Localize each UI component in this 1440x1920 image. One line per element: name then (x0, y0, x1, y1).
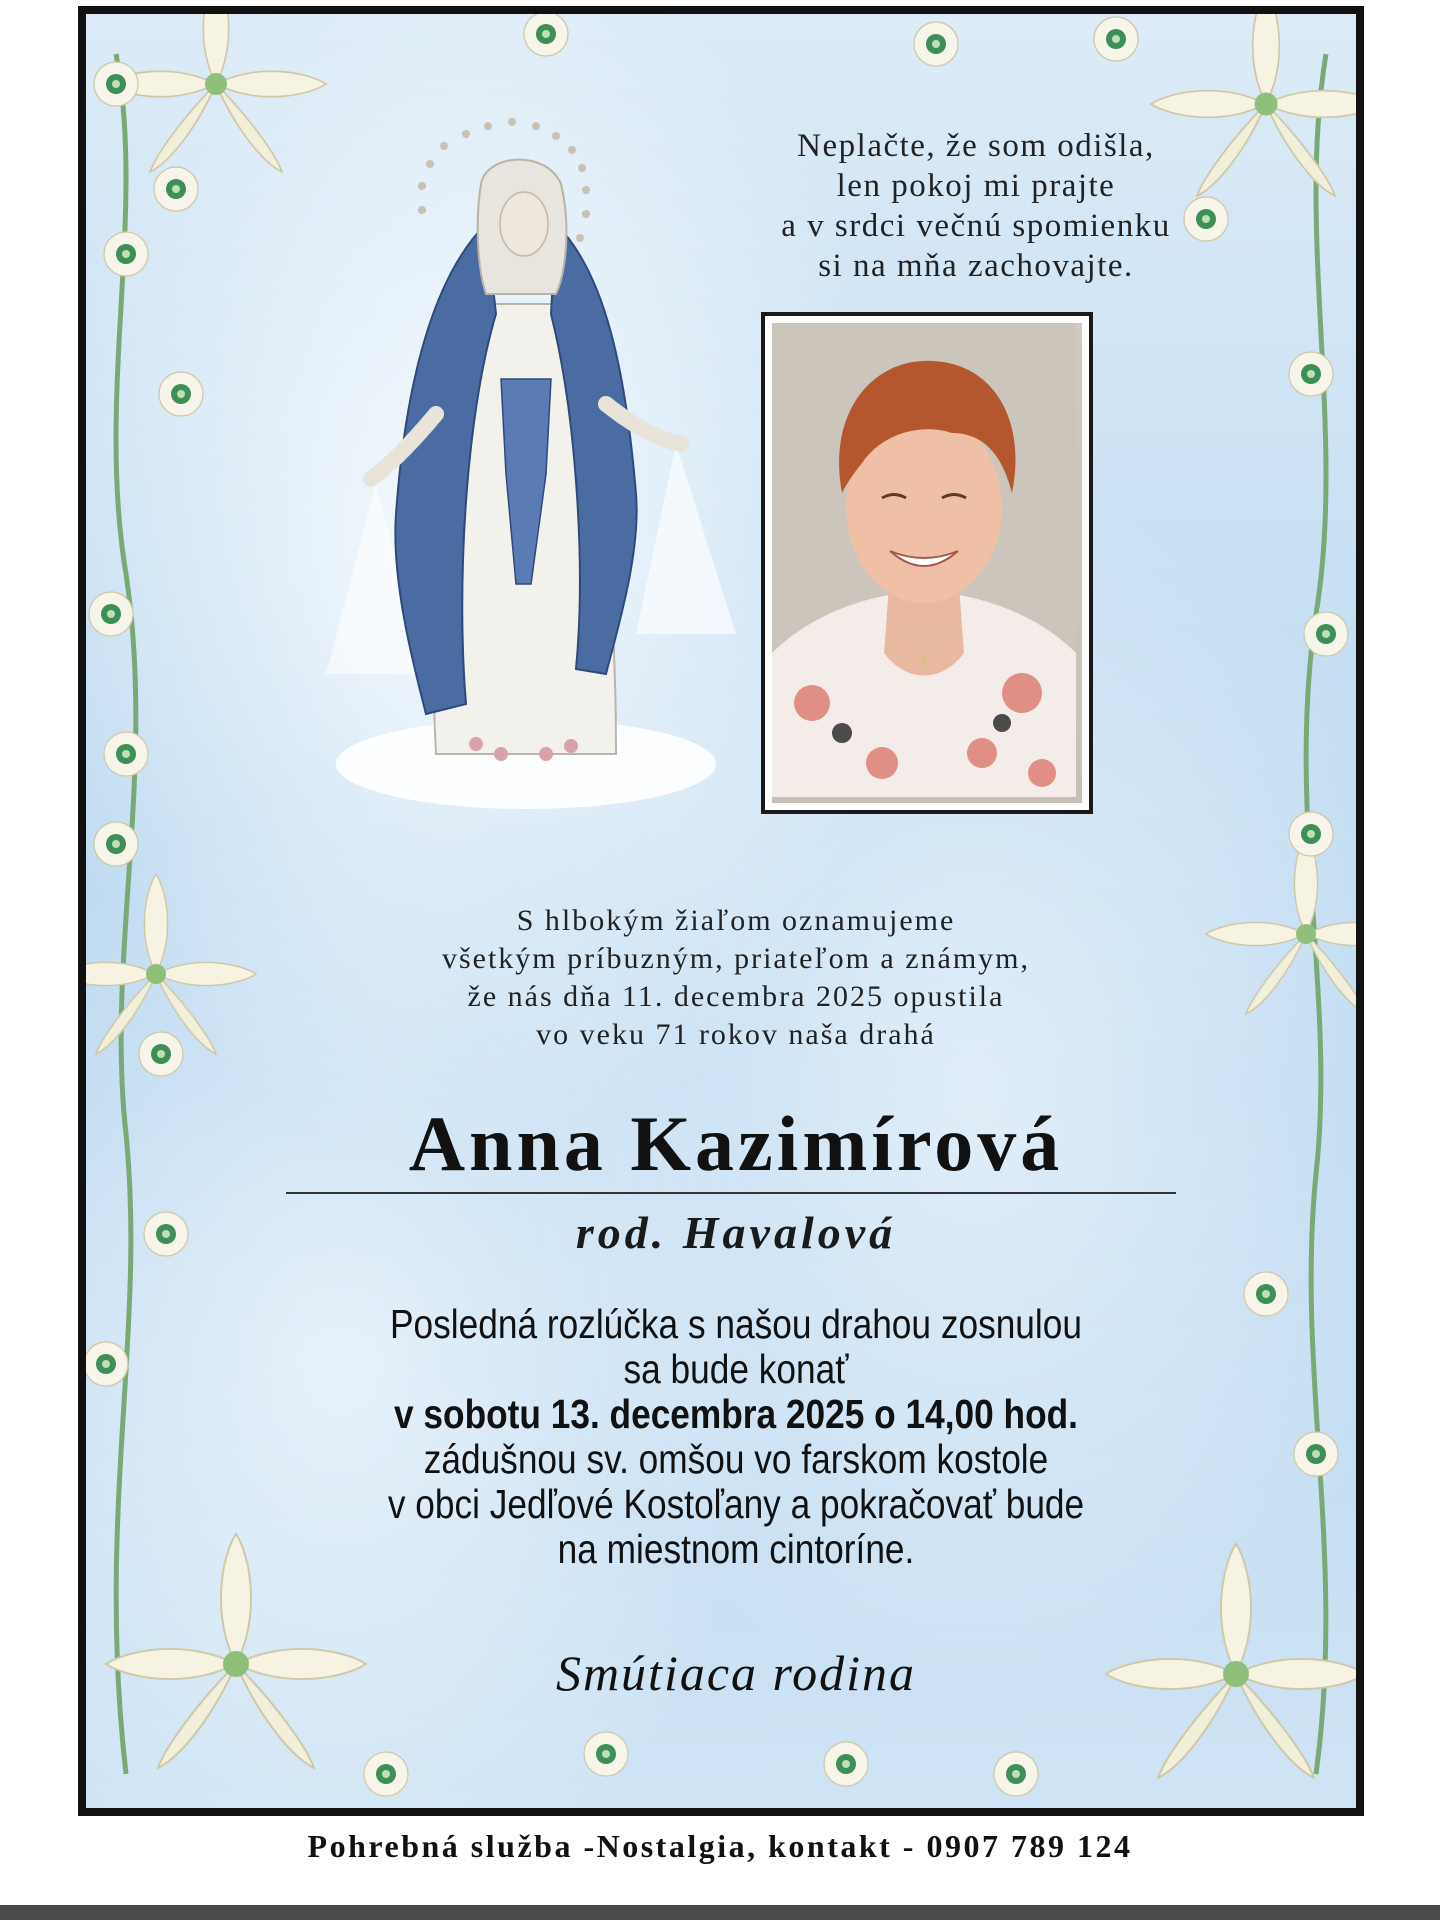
funeral-line-1: Posledná rozlúčka s našou drahou zosnulou (390, 1301, 1082, 1347)
name-underline (286, 1192, 1176, 1194)
funeral-line-6: na miestnom cintoríne. (557, 1526, 915, 1572)
funeral-line-5: v obci Jedľové Kostoľany a pokračovať bude (387, 1481, 1085, 1527)
funeral-service-footer: Pohrebná služba -Nostalgia, kontakt - 0907 789 124 (307, 1828, 1133, 1864)
portrait-photo (761, 312, 1093, 814)
portrait-illustration (772, 323, 1076, 797)
funeral-date-time: v sobotu 13. decembra 2025 o 14,00 hod. (394, 1391, 1078, 1437)
portrait-image (772, 323, 1082, 803)
memorial-poem: Neplačte, že som odišla, len pokoj mi prajte a v srdci večnú spomienku si na mňa zachovajte. (781, 128, 1171, 284)
funeral-details (306, 1302, 1166, 1572)
family-signature: Smútiaca rodina (555, 1645, 917, 1701)
funeral-line-2: sa bude konať (623, 1346, 849, 1392)
announcement-text: S hlbokým žiaľom oznamujeme všetkým príbuzným, priateľom a známym, že nás dňa 11. decembra 2025 opustila vo veku 71 rokov naša drahá (441, 904, 1031, 1051)
obituary-frame (78, 6, 1364, 1816)
deceased-name: Anna Kazimírová (408, 1100, 1064, 1187)
virgin-mary-illustration (316, 114, 736, 814)
funeral-line-4: zádušnou sv. omšou vo farskom kostole (423, 1436, 1049, 1482)
maiden-name: rod. Havalová (575, 1207, 897, 1258)
